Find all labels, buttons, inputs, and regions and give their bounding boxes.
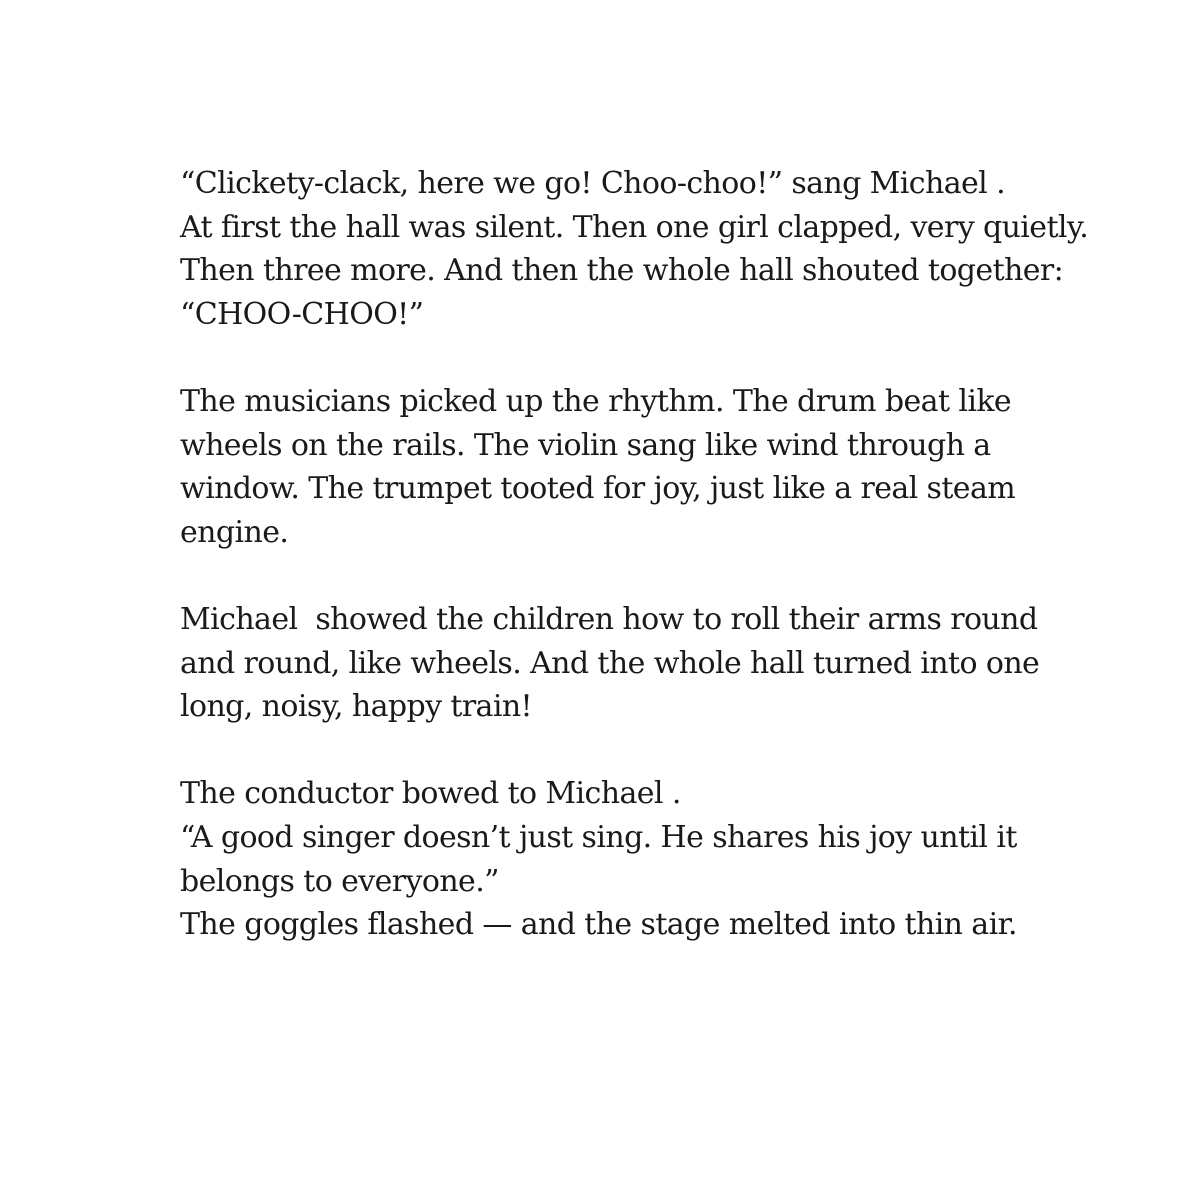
paragraph-2	[180, 380, 1160, 554]
text-line: engine.	[180, 514, 289, 550]
text-line: window. The trumpet tooted for joy, just like a real steam	[180, 471, 1016, 507]
text-line: Then three more. And then the whole hall shouted together:	[180, 253, 1064, 289]
story-page	[180, 162, 1160, 990]
text-line: and round, like wheels. And the whole hall turned into one	[180, 645, 1040, 681]
paragraph-3	[180, 598, 1160, 729]
text-line: At first the hall was silent. Then one girl clapped, very quietly.	[180, 209, 1089, 245]
text-line: The goggles flashed — and the stage melted into thin air.	[180, 907, 1017, 943]
paragraph-1	[180, 162, 1160, 336]
text-line: belongs to everyone.”	[180, 863, 499, 899]
text-line: The musicians picked up the rhythm. The drum beat like	[180, 383, 1012, 419]
text-line: wheels on the rails. The violin sang like wind through a	[180, 427, 991, 463]
text-line: “CHOO-CHOO!”	[180, 296, 424, 332]
text-line: The conductor bowed to Michael .	[180, 776, 681, 812]
text-line: “A good singer doesn’t just sing. He shares his joy until it	[180, 819, 1017, 855]
paragraph-4	[180, 772, 1160, 946]
text-line: long, noisy, happy train!	[180, 689, 533, 725]
text-line: Michael showed the children how to roll their arms round	[180, 601, 1038, 637]
text-line: “Clickety-clack, here we go! Choo-choo!” sang Michael .	[180, 166, 1006, 201]
